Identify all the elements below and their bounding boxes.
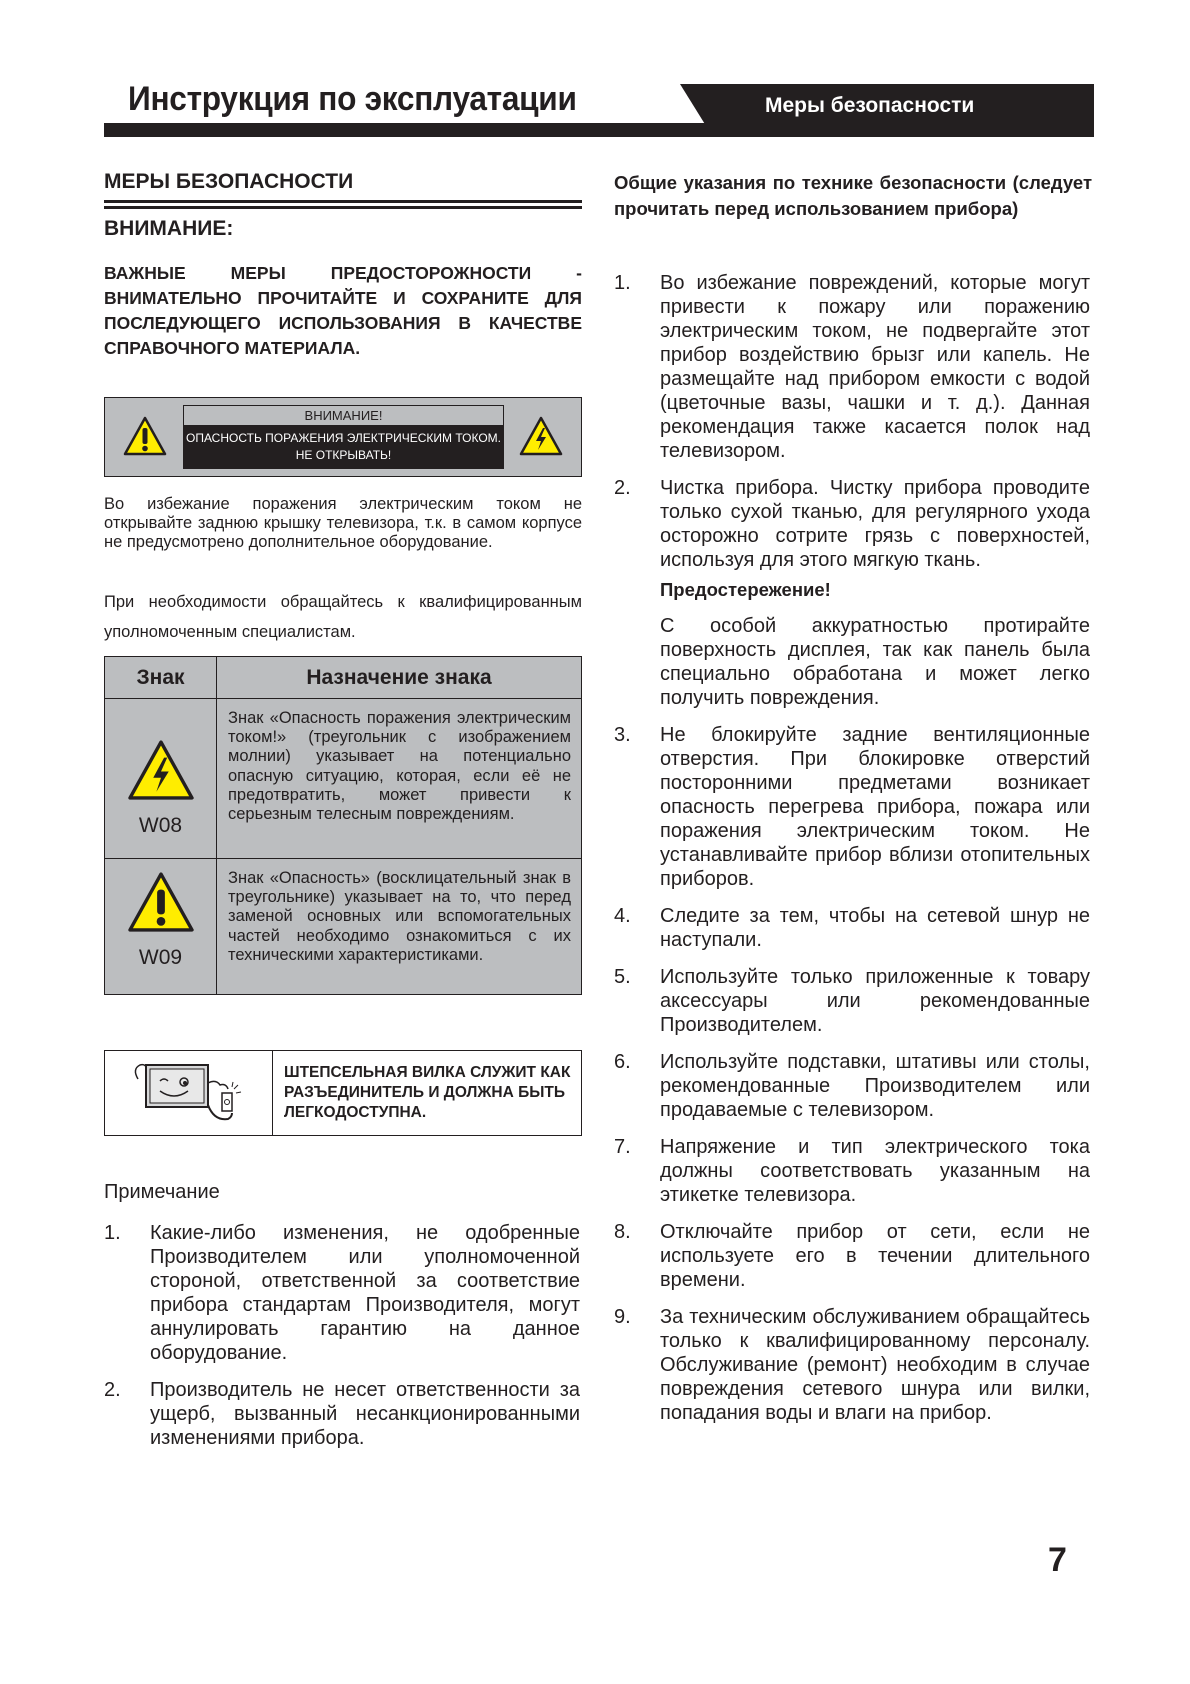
warning-exclamation-icon	[123, 416, 167, 456]
caution-label	[104, 397, 582, 477]
caution-line-1: ОПАСНОСТЬ ПОРАЖЕНИЯ ЭЛЕКТРИЧЕСКИМ ТОКОМ.	[185, 431, 502, 445]
section-tab-label: Меры безопасности	[765, 94, 975, 117]
general-safety-heading: Общие указания по технике безопасности (следует прочитать перед использованием прибора)	[614, 172, 1092, 219]
list-item	[614, 476, 1090, 710]
safety-instructions-list	[614, 271, 1090, 1438]
item-text: Используйте только приложенные к товару аксессуары или рекомендованные Производителем.	[660, 966, 1090, 1036]
list-item	[614, 1305, 1090, 1425]
sign-cell	[105, 699, 217, 859]
sign-code: W09	[138, 946, 183, 969]
list-item	[614, 1220, 1090, 1292]
item-number: 1.	[104, 1222, 121, 1244]
attention-title: ВНИМАНИЕ:	[104, 206, 582, 241]
caution-line-2: НЕ ОТКРЫВАТЬ!	[295, 448, 392, 462]
item-text: Какие-либо изменения, не одобренные Производителем или уполномоченной стороной, ответственной за соответствие прибора стандартам Производителя, могут аннулировать гарантию на данное оборудование.	[150, 1222, 580, 1364]
item-text: Отключайте прибор от сети, если не используете его в течении длительного времени.	[660, 1221, 1090, 1291]
important-warning: ВАЖНЫЕ МЕРЫ ПРЕДОСТОРОЖНОСТИ - ВНИМАТЕЛЬНО ПРОЧИТАЙТЕ И СОХРАНИТЕ ДЛЯ ПОСЛЕДУЮЩЕГО ИСПОЛЬЗОВАНИЯ В КАЧЕСТВЕ СПРАВОЧНОГО МАТЕРИАЛА.	[104, 263, 582, 358]
electric-shock-icon	[126, 739, 196, 801]
header-rule	[104, 123, 1094, 137]
item-text: За техническим обслуживанием обращайтесь только к квалифицированному персоналу. Обслуживание (ремонт) необходим в случае повреждения сетевого шнура или вилки, попадания воды и влаги на прибор.	[660, 1306, 1090, 1424]
left-column-intro	[104, 170, 582, 361]
item-text: Производитель не несет ответственности за ущерб, вызванный несанкционированными изменениями прибора.	[150, 1379, 580, 1449]
item-text: Не блокируйте задние вентиляционные отверстия. При блокировке отверстий посторонними предметами возникает опасность перегрева прибора, пожара или поражения электрическим током. Не устанавливайте прибор вблизи отопительных приборов.	[660, 724, 1090, 890]
page-number: 7	[1048, 1541, 1067, 1579]
item-number: 3.	[614, 724, 631, 746]
list-item	[104, 1378, 580, 1450]
plug-notice-text: ШТЕПСЕЛЬНАЯ ВИЛКА СЛУЖИТ КАК РАЗЪЕДИНИТЕЛЬ И ДОЛЖНА БЫТЬ ЛЕГКОДОСТУПНА.	[284, 1064, 571, 1121]
item-text: Чистка прибора. Чистку прибора проводите только сухой тканью, для регулярного ухода осторожно сотрите грязь с поверхностей, используя для этого мягкую ткань.	[660, 477, 1090, 571]
item-number: 8.	[614, 1221, 631, 1243]
list-item	[104, 1221, 580, 1365]
warning-exclamation-icon	[126, 871, 196, 933]
table-header-row	[105, 657, 582, 699]
table-row	[105, 699, 582, 859]
sign-description: Знак «Опасность поражения электрическим током!» (треугольник с изображением молнии) указывает на потенциально опасную ситуацию, которая, если её не предотвратить, может привести к серьезным телесным повреждениям.	[217, 699, 582, 859]
caution-text-panel	[183, 405, 504, 469]
right-column	[614, 170, 1092, 222]
item-number: 5.	[614, 966, 631, 988]
section-title: МЕРЫ БЕЗОПАСНОСТИ	[104, 170, 582, 203]
list-item	[614, 965, 1090, 1037]
note-title: Примечание	[104, 1181, 220, 1203]
notes-list	[104, 1221, 580, 1463]
list-item	[614, 1135, 1090, 1207]
item-text: Следите за тем, чтобы на сетевой шнур не наступали.	[660, 905, 1090, 951]
signs-table	[104, 656, 582, 995]
item-number: 7.	[614, 1136, 631, 1158]
sign-cell	[105, 859, 217, 995]
list-item	[614, 1050, 1090, 1122]
item-number: 2.	[614, 477, 631, 499]
document-title: Инструкция по эксплуатации	[128, 80, 577, 118]
table-row	[105, 859, 582, 995]
item-text: Во избежание повреждений, которые могут привести к пожару или поражению электрическим током, не подвергайте этот прибор воздействию брызг или капель. Не размещайте над прибором емкости с водой (цветочные вазы, чашки и т. д.). Данная рекомендация также касается полок над телевизором.	[660, 272, 1090, 462]
column-header-sign: Знак	[105, 657, 217, 699]
shock-warning-paragraph: Во избежание поражения электрическим током не открывайте заднюю крышку телевизора, т.к. в самом корпусе не предусмотрено дополнительное оборудование.	[104, 495, 582, 551]
item-text: Используйте подставки, штативы или столы, рекомендованные Производителем или продаваемые с телевизором.	[660, 1051, 1090, 1121]
caution-body	[183, 425, 504, 469]
column-header-meaning: Назначение знака	[217, 657, 582, 699]
item-number: 9.	[614, 1306, 631, 1328]
plug-notice-box	[104, 1050, 582, 1136]
list-item	[614, 271, 1090, 463]
tv-unplug-icon	[124, 1057, 254, 1129]
plug-illustration	[105, 1051, 273, 1135]
list-item	[614, 723, 1090, 891]
caution-head: ВНИМАНИЕ!	[183, 405, 504, 425]
item-number: 2.	[104, 1379, 121, 1401]
item-number: 6.	[614, 1051, 631, 1073]
electric-shock-icon	[519, 416, 563, 456]
item-number: 4.	[614, 905, 631, 927]
item-text: Напряжение и тип электрического тока должны соответствовать указанным на этикетке телевизора.	[660, 1136, 1090, 1206]
item-number: 1.	[614, 272, 631, 294]
caution-subtext: С особой аккуратностью протирайте поверхность дисплея, так как панель была специально обработана и может легко получить повреждения.	[660, 615, 1090, 709]
sign-code: W08	[138, 814, 183, 837]
caution-subheading: Предостережение!	[660, 579, 831, 600]
sign-description: Знак «Опасность» (восклицательный знак в треугольнике) указывает на то, что перед заменой основных или вспомогательных частей необходимо ознакомиться с их техническими характеристиками.	[217, 859, 582, 995]
list-item	[614, 904, 1090, 952]
contact-specialist-paragraph: При необходимости обращайтесь к квалифицированным уполномоченным специалистам.	[104, 593, 582, 641]
